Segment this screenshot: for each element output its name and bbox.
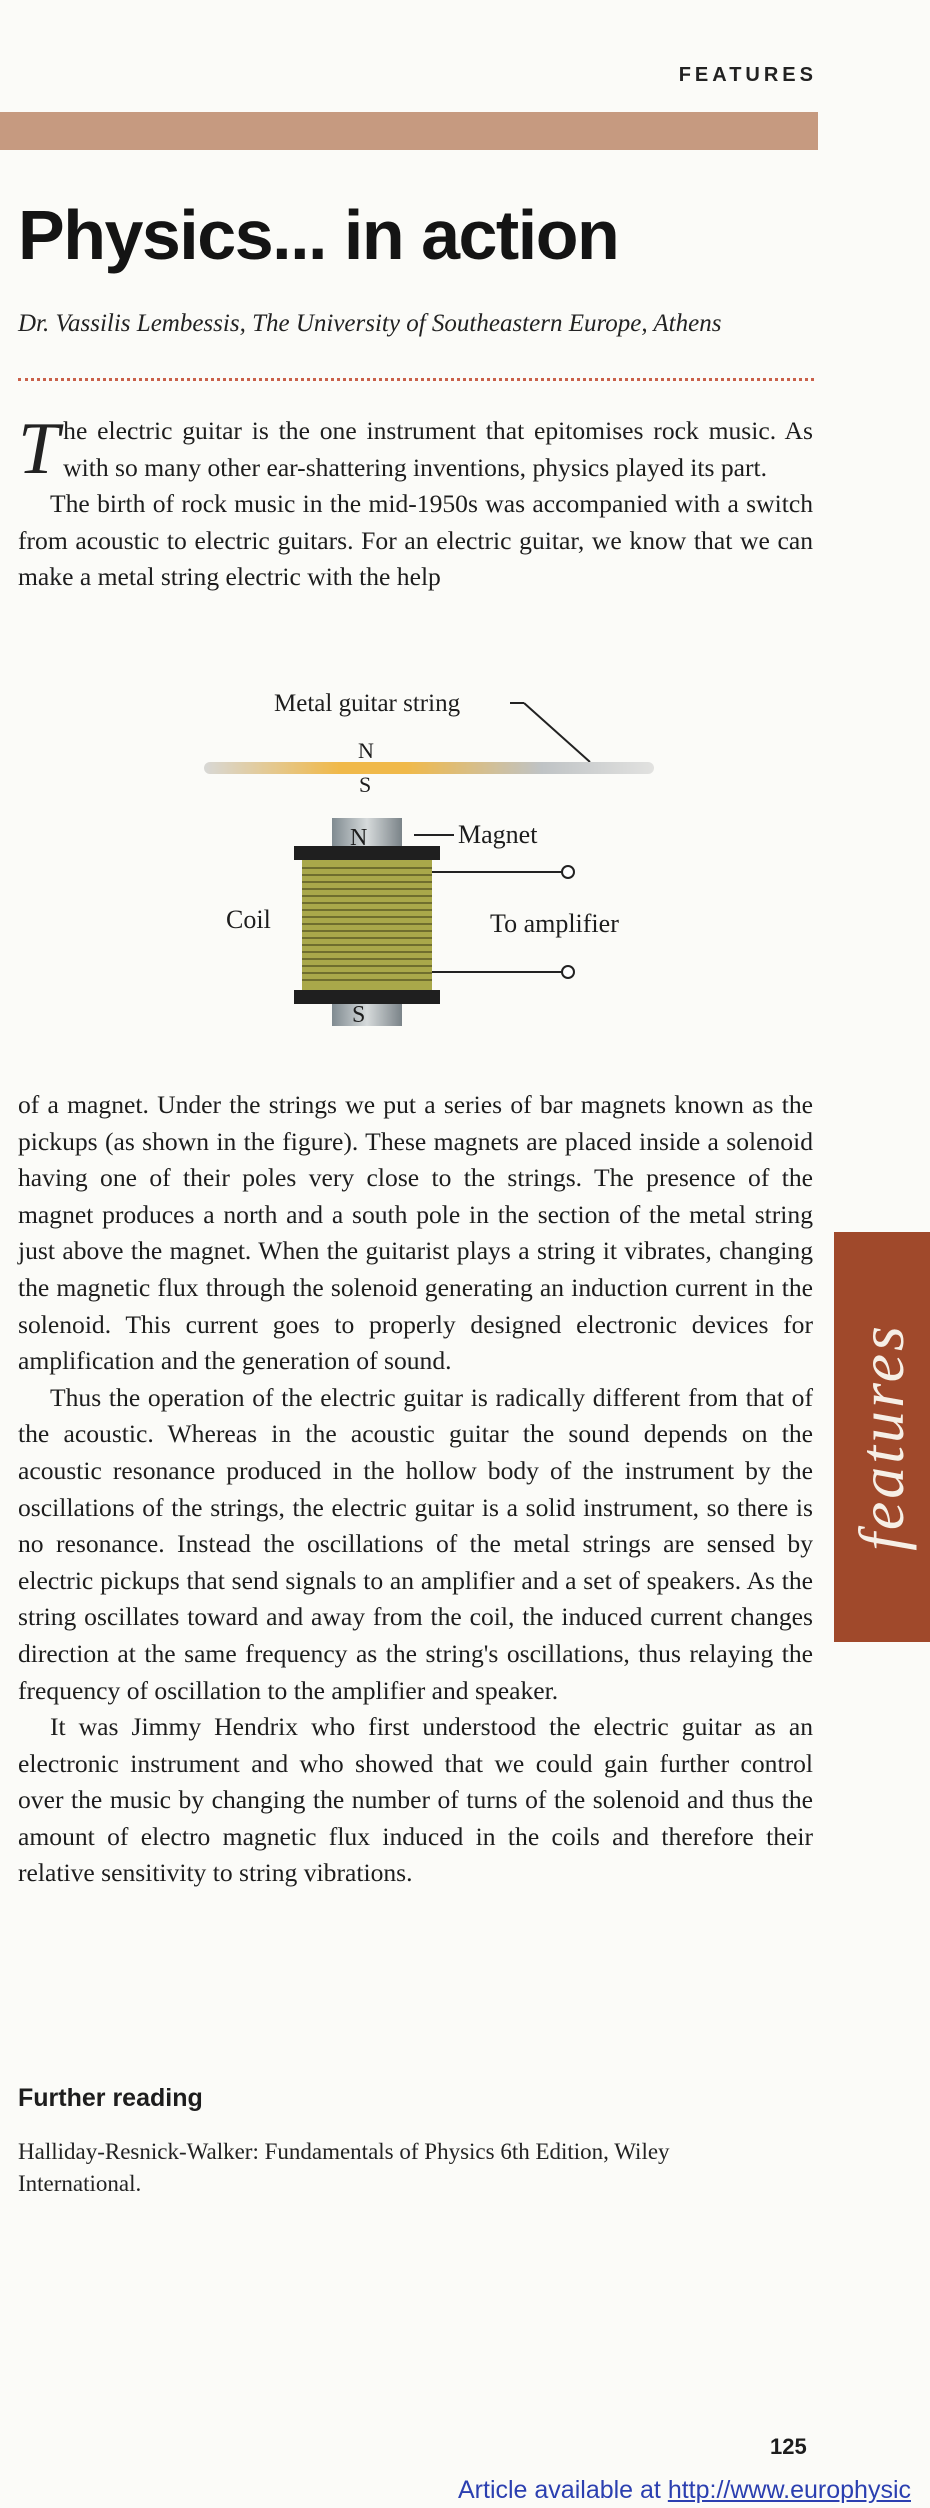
paragraph-2-start: The birth of rock music in the mid-1950s was accompanied with a switch from acoustic to electric guitars. For an electric guitar, we know that we can make a metal string electric with the help (18, 489, 813, 592)
magnet-south-label: S (352, 1002, 366, 1028)
article-byline: Dr. Vassilis Lembessis, The University of Southeastern Europe, Athens (18, 310, 722, 337)
article-title: Physics... in action (18, 196, 619, 274)
string-south-label: S (359, 772, 372, 797)
paragraph-1 (18, 408, 813, 490)
article-link-url[interactable]: http://www.europhysic (667, 2476, 911, 2504)
coil-label: Coil (226, 905, 271, 934)
terminal-top (562, 866, 574, 878)
article-body-top (18, 408, 813, 596)
article-link[interactable] (458, 2476, 930, 2505)
further-reading-reference: Halliday-Resnick-Walker: Fundamentals of Physics 6th Edition, Wiley International. (18, 2139, 670, 2196)
magnet-north-label: N (350, 825, 368, 851)
string-label: Metal guitar string (274, 690, 461, 717)
amplifier-label: To amplifier (490, 909, 619, 938)
article-body-bottom (18, 1087, 813, 1892)
section-label: FEATURES (678, 64, 817, 86)
further-reading-heading: Further reading (18, 2084, 203, 2112)
article-link-prefix: Article available at (458, 2476, 668, 2504)
pickup-diagram (190, 670, 690, 1050)
coil-bottom-flange (294, 990, 440, 1004)
dropcap: T (18, 408, 60, 490)
features-side-tab (834, 1232, 930, 1642)
dotted-divider (18, 378, 814, 381)
terminal-bottom (562, 966, 574, 978)
paragraph-3: Thus the operation of the electric guitar is radically different from that of the acoustic. Whereas in the acoustic guitar the sound depends on the acoustic resonance produced in the hollow body of the instrument by the oscillations of the strings, the electric guitar is a solid instrument, so there is no resonance. Instead the oscillations of the metal strings are sensed by electric pickups that send signals to an amplifier and a set of speakers. As the string oscillates toward and away from the coil, the induced current changes direction at the same frequency as the string's oscillations, thus relaying the frequency of oscillation to the amplifier and speaker. (18, 1382, 813, 1705)
paragraph-2-end: of a magnet. Under the strings we put a series of bar magnets known as the pickups (as shown in the figure). These magnets are placed inside a solenoid having one of their poles very close to the strings. The presence of the magnet produces a north and a south pole in the section of the metal string just above the magnet. When the guitarist plays a string it vibrates, changing the magnetic flux through the solenoid generating an induction current in the solenoid. This current goes to properly designed electronic devices for amplification and the generation of sound. (18, 1090, 813, 1376)
page-number: 125 (770, 2434, 807, 2459)
string-north-label: N (358, 738, 374, 763)
header-bar (0, 112, 818, 150)
paragraph-1-text: he electric guitar is the one instrument that epitomises rock music. As with so many other ear-shattering inventions, physics played its part. (63, 416, 813, 482)
metal-string (204, 762, 654, 774)
coil-winding (302, 860, 432, 990)
string-label-pointer (524, 703, 590, 762)
paragraph-4: It was Jimmy Hendrix who first understood the electric guitar as an electronic instrument and who showed that we could gain further control over the music by changing the number of turns of the solenoid and thus the amount of electro magnetic flux induced in the coils and therefore their relative sensitivity to string vibrations. (18, 1712, 813, 1888)
magnet-label: Magnet (458, 820, 538, 849)
side-tab-label: features (846, 1323, 917, 1551)
